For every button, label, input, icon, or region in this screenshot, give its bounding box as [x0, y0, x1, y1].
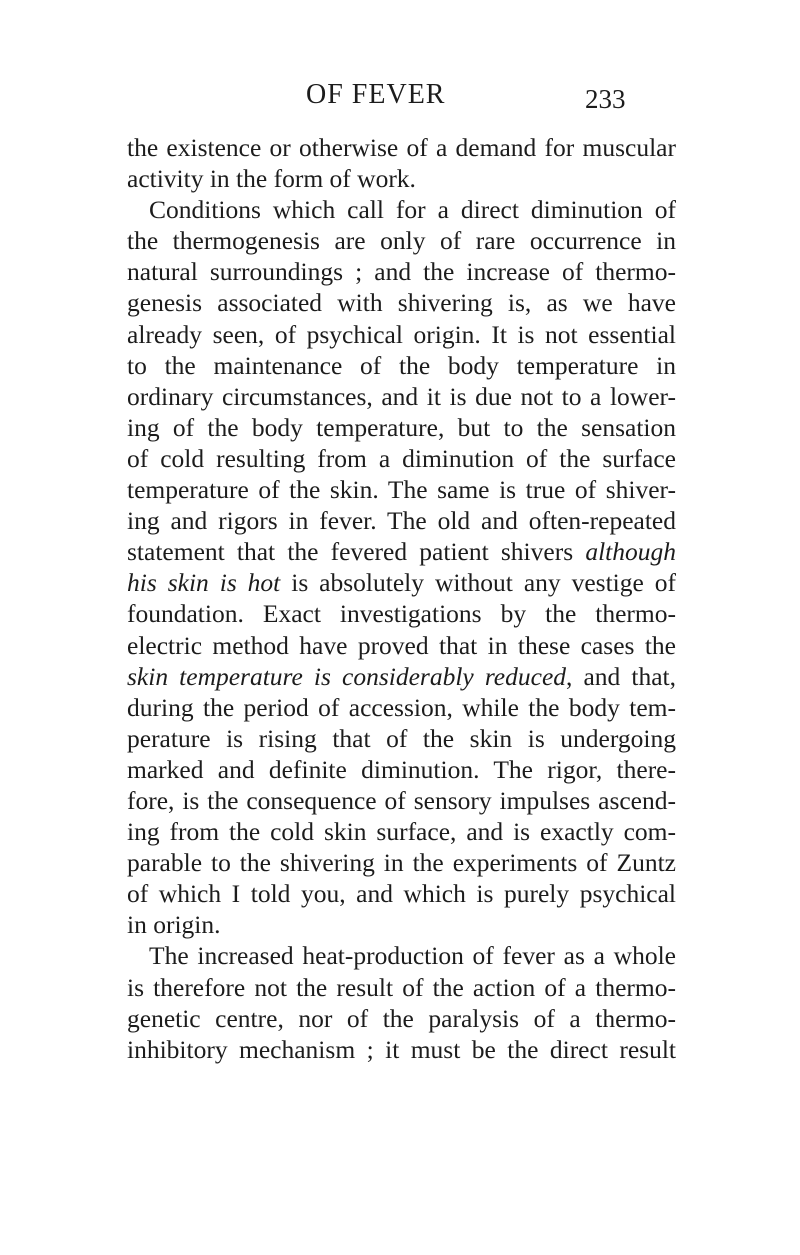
- text-segment: ing of the body temperature, but to the sensation: [127, 412, 676, 442]
- text-segment: the thermogenesis are only of rare occurrence in: [127, 226, 676, 256]
- text-line: [127, 350, 676, 381]
- text-segment: genetic centre, nor of the paralysis of a thermo-: [127, 1003, 676, 1033]
- text-line: [127, 567, 676, 598]
- text-line: [127, 443, 676, 474]
- text-segment: The increased heat-production of fever as a whole: [149, 941, 676, 971]
- text-segment: is therefore not the result of the action of a thermo-: [127, 972, 676, 1002]
- text-line: [127, 723, 676, 754]
- text-line: [127, 132, 676, 163]
- text-line: [127, 194, 676, 225]
- text-line: [127, 847, 676, 878]
- text-segment: , and that,: [566, 661, 676, 691]
- text-line: [127, 940, 676, 971]
- text-line: [127, 661, 676, 692]
- text-line: [127, 816, 676, 847]
- text-line: [127, 630, 676, 661]
- text-line: [127, 381, 676, 412]
- text-segment: activity in the form of work.: [127, 164, 416, 194]
- text-line: [127, 1034, 676, 1065]
- text-line: [127, 878, 676, 909]
- page-number: 233: [585, 84, 626, 114]
- running-head: [0, 77, 800, 113]
- text-line: [127, 536, 676, 567]
- text-line: [127, 598, 676, 629]
- text-segment: fore, is the consequence of sensory impulses ascend-: [127, 785, 676, 815]
- text-line: [127, 909, 676, 940]
- text-segment: statement that the fevered patient shivers: [127, 537, 586, 567]
- body-text: [127, 132, 676, 1065]
- text-line: [127, 972, 676, 1003]
- text-line: [127, 692, 676, 723]
- text-line: [127, 474, 676, 505]
- text-line: [127, 1003, 676, 1034]
- text-segment: natural surroundings ; and the increase of thermo-: [127, 257, 676, 287]
- text-line: [127, 256, 676, 287]
- running-title: OF FEVER: [306, 79, 446, 110]
- text-segment: ordinary circumstances, and it is due not to a lower-: [127, 381, 676, 411]
- italic-text: although: [585, 537, 676, 567]
- text-segment: of cold resulting from a diminution of the surface: [127, 443, 676, 473]
- text-line: [127, 163, 676, 194]
- text-segment: ing and rigors in fever. The old and often-repeated: [127, 506, 676, 536]
- text-segment: is absolutely without any vestige of: [280, 568, 676, 598]
- text-segment: perature is rising that of the skin is undergoing: [127, 723, 676, 753]
- text-segment: parable to the shivering in the experiments of Zuntz: [127, 848, 676, 878]
- text-segment: inhibitory mechanism ; it must be the direct result: [127, 1034, 676, 1064]
- text-line: [127, 319, 676, 350]
- text-segment: already seen, of psychical origin. It is not essential: [127, 319, 676, 349]
- text-line: [127, 287, 676, 318]
- text-segment: of which I told you, and which is purely psychical: [127, 879, 676, 909]
- italic-text: skin temperature is considerably reduced: [127, 661, 567, 691]
- text-line: [127, 505, 676, 536]
- text-segment: during the period of accession, while the body tem-: [127, 692, 676, 722]
- text-segment: electric method have proved that in these cases the: [127, 630, 676, 660]
- text-line: [127, 412, 676, 443]
- text-segment: in origin.: [127, 910, 221, 940]
- text-segment: Conditions which call for a direct diminution of: [149, 195, 676, 225]
- text-line: [127, 225, 676, 256]
- text-segment: temperature of the skin. The same is true of shiver-: [127, 475, 676, 505]
- text-segment: marked and definite diminution. The rigor, there-: [127, 754, 676, 784]
- text-segment: genesis associated with shivering is, as we have: [127, 288, 676, 318]
- text-line: [127, 785, 676, 816]
- text-line: [127, 754, 676, 785]
- text-segment: ing from the cold skin surface, and is exactly com-: [127, 817, 676, 847]
- text-segment: foundation. Exact investigations by the thermo-: [127, 599, 676, 629]
- text-segment: to the maintenance of the body temperature in: [127, 350, 676, 380]
- italic-text: his skin is hot: [127, 568, 281, 598]
- text-segment: the existence or otherwise of a demand for muscular: [127, 133, 676, 162]
